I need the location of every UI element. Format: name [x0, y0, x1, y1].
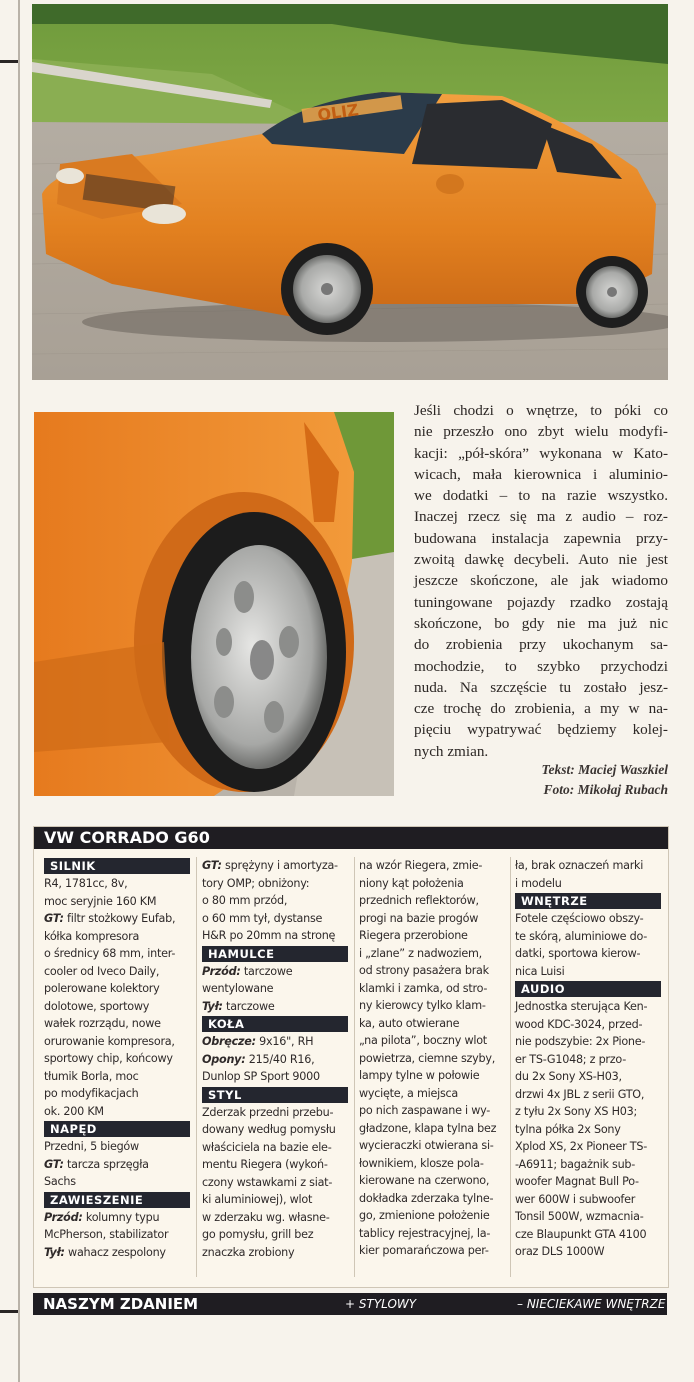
article-line: Inaczej rzecz się ma z audio – roz-: [414, 508, 668, 526]
spec-line: [359, 1032, 505, 1050]
article-line: nie przeszło ono zbyt wielu modyfi-: [414, 423, 668, 441]
spec-line: [44, 963, 190, 981]
spec-line-text: woofer Magnat Bull Po-: [515, 1175, 639, 1188]
spec-line-text: Riegera przerobione: [359, 929, 468, 942]
spec-line-text: sprężyny i amortyza-: [221, 859, 338, 872]
spec-line-text: dolotowe, sportowy: [44, 999, 150, 1013]
spec-line: [44, 1085, 190, 1103]
spec-line-text: tablicy rejestracyjnej, la-: [359, 1226, 491, 1240]
article-line: tuningowane pojazdy rzadko zostają: [414, 593, 668, 611]
spec-line-text: ok. 200 KM: [44, 1104, 104, 1118]
spec-line: [202, 927, 348, 945]
spec-line-text: oraz DLS 1000W: [515, 1245, 605, 1258]
spec-line: [359, 1190, 505, 1208]
spec-line: [515, 857, 661, 875]
spec-section-heading: SILNIK: [44, 858, 190, 874]
spec-line: [515, 1033, 661, 1051]
spec-line: [515, 945, 661, 963]
spec-line-text: o 60 mm tył, dystanse: [202, 911, 323, 925]
spec-line-text: łownikiem, klosze pola-: [359, 1156, 484, 1170]
spec-line: [202, 892, 348, 910]
spec-line-text: progi na bazie progów: [359, 911, 479, 925]
spec-line-text: tarczowe: [240, 964, 293, 978]
spec-line-text: po modyfikacjach: [44, 1087, 139, 1100]
spec-line-text: na wzór Riegera, zmie-: [359, 859, 483, 872]
spec-line: [44, 1033, 190, 1051]
spec-line-text: tłumik Borla, moc: [44, 1069, 139, 1083]
spec-line: [359, 927, 505, 945]
spec-line: [44, 893, 190, 911]
spec-line-text: moc seryjnie 160 KM: [44, 894, 157, 908]
verdict-title: NASZYM ZDANIEM: [43, 1295, 199, 1313]
spec-line-text: -A6911; bagażnik sub-: [515, 1157, 636, 1171]
spec-line: [359, 1137, 505, 1155]
car-photo-wheel: [34, 412, 394, 796]
spec-line-label: Obręcze:: [202, 1035, 256, 1048]
spec-box: [33, 826, 669, 1288]
spec-line: [359, 1172, 505, 1190]
spec-line: [359, 980, 505, 998]
verdict-minus: – NIECIEKAWE WNĘTRZE: [517, 1297, 666, 1311]
article-line: zwoitą dawkę decybeli. Auto nie jest: [414, 551, 668, 569]
spec-line: [515, 1121, 661, 1139]
spec-line: [515, 1068, 661, 1086]
spec-section-heading: HAMULCE: [202, 946, 348, 962]
spec-line: [359, 962, 505, 980]
spec-line-text: kółka kompresora: [44, 929, 140, 943]
spec-line: [44, 980, 190, 998]
spec-section-heading: KOŁA: [202, 1016, 348, 1032]
spec-line: [202, 998, 348, 1016]
page-margin-tick: [0, 60, 18, 63]
column-divider: [196, 857, 197, 1277]
spec-line: [359, 945, 505, 963]
spec-line: [202, 980, 348, 998]
spec-line-text: Przedni, 5 biegów: [44, 1140, 139, 1153]
spec-line: [515, 910, 661, 928]
spec-column-2: [202, 857, 348, 1261]
spec-line-text: te skórą, aluminiowe do-: [515, 929, 648, 943]
spec-line-text: powietrza, ciemne szyby,: [359, 1051, 496, 1065]
spec-line: [44, 875, 190, 893]
spec-line-text: ła, brak oznaczeń marki: [515, 859, 644, 872]
spec-line: [44, 1226, 190, 1244]
page-margin-tick: [0, 1310, 18, 1313]
spec-line-text: kier pomarańczowa per-: [359, 1244, 489, 1257]
spec-section-heading: ZAWIESZENIE: [44, 1192, 190, 1208]
spec-line: [515, 1243, 661, 1261]
spec-line-text: kolumny typu: [82, 1210, 160, 1224]
article-line: nuda. Na szczęście tu zostało jesz-: [414, 678, 668, 696]
spec-section-heading: AUDIO: [515, 981, 661, 997]
spec-line: [202, 1174, 348, 1192]
spec-line-label: GT:: [44, 912, 64, 925]
credit-photo: Foto: Mikołaj Rubach: [543, 782, 668, 797]
verdict-plus: + STYLOWY: [345, 1297, 417, 1311]
spec-line: [202, 1244, 348, 1262]
spec-line-text: er TS-G1048; z przo-: [515, 1052, 626, 1066]
spec-line-text: „na pilota”, boczny wlot: [359, 1034, 487, 1047]
spec-line-text: wentylowane: [202, 982, 274, 995]
spec-line: [359, 1085, 505, 1103]
spec-line: [202, 1104, 348, 1122]
spec-line-text: lampy tylne w połowie: [359, 1069, 480, 1082]
spec-line: [515, 1191, 661, 1209]
spec-line-text: Jednostka sterująca Ken-: [515, 1000, 648, 1013]
spec-line: [44, 1156, 190, 1174]
spec-line: [44, 1103, 190, 1121]
spec-line-text: McPherson, stabilizator: [44, 1228, 169, 1241]
spec-line-text: ka, auto otwierane: [359, 1016, 460, 1030]
article-line: budowana instalacja zapewnia przy-: [414, 529, 668, 547]
spec-line: [202, 1068, 348, 1086]
spec-line-text: cze Blaupunkt GTA 4100: [515, 1227, 647, 1241]
spec-line-text: po nich zaspawane i wy-: [359, 1104, 491, 1117]
spec-line: [44, 1244, 190, 1262]
spec-line-text: tarcza sprzęgła: [63, 1157, 149, 1171]
column-divider: [354, 857, 355, 1277]
spec-line: [515, 1173, 661, 1191]
spec-line-text: cooler od Iveco Daily,: [44, 964, 160, 978]
spec-line-text: kierowane na czerwono,: [359, 1174, 490, 1187]
spec-line: [515, 1103, 661, 1121]
spec-line-text: tylna półka 2x Sony: [515, 1122, 621, 1136]
spec-line-label: Przód:: [44, 1210, 83, 1224]
spec-line: [202, 1226, 348, 1244]
spec-line-text: tory OMP; obniżony:: [202, 876, 310, 890]
spec-line-text: wer 600W i subwoofer: [515, 1192, 636, 1206]
spec-line-text: drzwi 4x JBL z serii GTO,: [515, 1087, 645, 1101]
spec-line: [359, 1155, 505, 1173]
spec-line-text: właściciela na bazie ele-: [202, 1140, 332, 1154]
spec-line: [44, 1138, 190, 1156]
spec-line-text: go, zmienione położenie: [359, 1209, 490, 1222]
spec-line-text: filtr stożkowy Eufab,: [63, 912, 176, 925]
spec-line: [202, 857, 348, 875]
spec-line-label: GT:: [44, 1157, 64, 1171]
spec-line-text: mentu Riegera (wykoń-: [202, 1158, 328, 1171]
spec-line-text: wycieraczki otwierana si-: [359, 1139, 494, 1152]
spec-line-text: 215/40 R16,: [245, 1052, 315, 1066]
spec-line: [202, 1121, 348, 1139]
page-margin-line: [18, 0, 20, 1382]
spec-line-text: dokładka zderzaka tylne-: [359, 1191, 494, 1205]
spec-line: [515, 1208, 661, 1226]
spec-line-text: datki, sportowa kierow-: [515, 947, 641, 960]
spec-line-text: przednich reflektorów,: [359, 894, 479, 907]
spec-line: [515, 1016, 661, 1034]
spec-line-text: du 2x Sony XS-H03,: [515, 1070, 622, 1083]
article-line: we dodatki – to na razie wszystko.: [414, 487, 668, 505]
spec-line: [202, 910, 348, 928]
spec-line-text: i modelu: [515, 876, 562, 890]
spec-section-heading: WNĘTRZE: [515, 893, 661, 909]
spec-line-text: dowany według pomysłu: [202, 1123, 336, 1136]
spec-line: [44, 998, 190, 1016]
spec-line: [359, 997, 505, 1015]
article-line: do zrobienia przy ukochanym sa-: [414, 636, 668, 654]
spec-line-text: w zderzaku wg. własne-: [202, 1210, 330, 1224]
spec-line-text: R4, 1781cc, 8v,: [44, 877, 128, 890]
spec-line-text: niony kąt położenia: [359, 876, 464, 890]
spec-line-text: Xplod XS, 2x Pioneer TS-: [515, 1140, 647, 1153]
article-line: skończone, bo gdy nie ma już nic: [414, 614, 668, 632]
spec-line-label: Tył:: [202, 999, 223, 1013]
spec-line: [515, 998, 661, 1016]
spec-line: [359, 892, 505, 910]
spec-line: [44, 945, 190, 963]
spec-title: VW CORRADO G60: [34, 827, 668, 849]
spec-line: [359, 1067, 505, 1085]
spec-line-text: nie podszybie: 2x Pione-: [515, 1035, 646, 1048]
spec-line-text: czony wstawkami z siat-: [202, 1175, 333, 1189]
spec-line: [202, 1209, 348, 1227]
spec-line: [44, 1173, 190, 1191]
spec-line-text: Tonsil 500W, wzmacnia-: [515, 1210, 644, 1223]
spec-line: [359, 1120, 505, 1138]
spec-section-heading: NAPĘD: [44, 1121, 190, 1137]
spec-line-text: znaczka zrobiony: [202, 1245, 295, 1259]
spec-line: [515, 963, 661, 981]
spec-column-1: [44, 857, 190, 1261]
article-line: pięciu wypatrywać będziemy kolej-: [414, 721, 668, 739]
spec-line: [359, 910, 505, 928]
spec-line: [515, 1138, 661, 1156]
spec-line-text: tarczowe: [222, 999, 275, 1013]
spec-line: [359, 1225, 505, 1243]
spec-line-text: Zderzak przedni przebu-: [202, 1105, 334, 1119]
spec-column-4: [515, 857, 661, 1261]
spec-line-text: 9x16", RH: [255, 1035, 314, 1048]
spec-line: [44, 1015, 190, 1033]
spec-line-label: GT:: [202, 859, 222, 872]
spec-line-text: Dunlop SP Sport 9000: [202, 1070, 320, 1083]
article-line: cze trochę do zrobienia, a my w na-: [414, 700, 668, 718]
spec-line-text: od strony pasażera brak: [359, 964, 489, 977]
article-line: jeszcze skończone, ale jak wiadomo: [414, 572, 668, 590]
spec-line-text: o średnicy 68 mm, inter-: [44, 947, 176, 960]
spec-line: [44, 1068, 190, 1086]
car-photo-main: [32, 4, 668, 380]
spec-line: [515, 875, 661, 893]
spec-line-text: ny kierowcy tylko klam-: [359, 999, 486, 1012]
spec-line-text: wałek rozrządu, nowe: [44, 1017, 161, 1030]
spec-line-label: Opony:: [202, 1052, 246, 1066]
spec-line-text: wahacz zespolony: [64, 1245, 166, 1259]
article-line: nych zmian.: [414, 742, 489, 760]
spec-line-text: nica Luisi: [515, 964, 565, 978]
article-line: kacji: „pół-skóra” wykonana w Kato-: [414, 444, 668, 462]
spec-line: [515, 1226, 661, 1244]
spec-line: [359, 875, 505, 893]
spec-line: [202, 1033, 348, 1051]
spec-line-text: sportowy chip, końcowy: [44, 1052, 173, 1065]
spec-line: [202, 1051, 348, 1069]
spec-line-text: i „zlane” z nadwoziem,: [359, 946, 482, 960]
spec-line: [202, 963, 348, 981]
spec-line-text: wood KDC-3024, przed-: [515, 1017, 643, 1031]
spec-line-label: Przód:: [202, 964, 241, 978]
spec-line: [515, 1156, 661, 1174]
spec-line-text: polerowane kolektory: [44, 982, 160, 995]
spec-line: [359, 1050, 505, 1068]
spec-line-text: Sachs: [44, 1175, 76, 1188]
spec-line-text: gładzone, klapa tylna bez: [359, 1121, 497, 1135]
spec-line: [202, 1191, 348, 1209]
spec-line: [515, 928, 661, 946]
spec-line-text: wycięte, a miejsca: [359, 1086, 459, 1100]
article-line: mochodzie, to szybko przychodzi: [414, 657, 668, 675]
spec-line: [44, 928, 190, 946]
spec-line: [359, 1015, 505, 1033]
spec-line: [515, 1051, 661, 1069]
spec-line: [44, 910, 190, 928]
spec-line: [359, 1102, 505, 1120]
spec-line: [515, 1086, 661, 1104]
spec-line-text: Fotele częściowo obszy-: [515, 912, 644, 925]
spec-line: [359, 857, 505, 875]
spec-line: [202, 1139, 348, 1157]
spec-line-text: orurowanie kompresora,: [44, 1034, 175, 1048]
spec-line-text: klamki i zamka, od stro-: [359, 981, 488, 995]
spec-line: [359, 1207, 505, 1225]
verdict-bar: [33, 1293, 667, 1315]
spec-line: [44, 1050, 190, 1068]
spec-line-text: ki aluminiowej), wlot: [202, 1193, 313, 1206]
spec-line: [359, 1242, 505, 1260]
windshield-banner-text: OLIZ: [316, 100, 360, 125]
spec-line-text: z tyłu 2x Sony XS H03;: [515, 1105, 638, 1118]
article-line: wicach, mała kierownica i aluminio-: [414, 465, 668, 483]
spec-section-heading: STYL: [202, 1087, 348, 1103]
spec-line: [44, 1209, 190, 1227]
spec-line: [202, 875, 348, 893]
spec-line: [202, 1156, 348, 1174]
article-line: Jeśli chodzi o wnętrze, to póki co: [414, 402, 668, 419]
article-body: [414, 400, 668, 762]
spec-line-text: go pomysłu, grill bez: [202, 1228, 314, 1241]
credit-text: Tekst: Maciej Waszkiel: [541, 762, 668, 777]
spec-column-3: [359, 857, 505, 1260]
spec-line-text: H&R po 20mm na stronę: [202, 929, 336, 942]
spec-line-label: Tył:: [44, 1245, 65, 1259]
spec-line-text: o 80 mm przód,: [202, 894, 288, 907]
column-divider: [510, 857, 511, 1277]
